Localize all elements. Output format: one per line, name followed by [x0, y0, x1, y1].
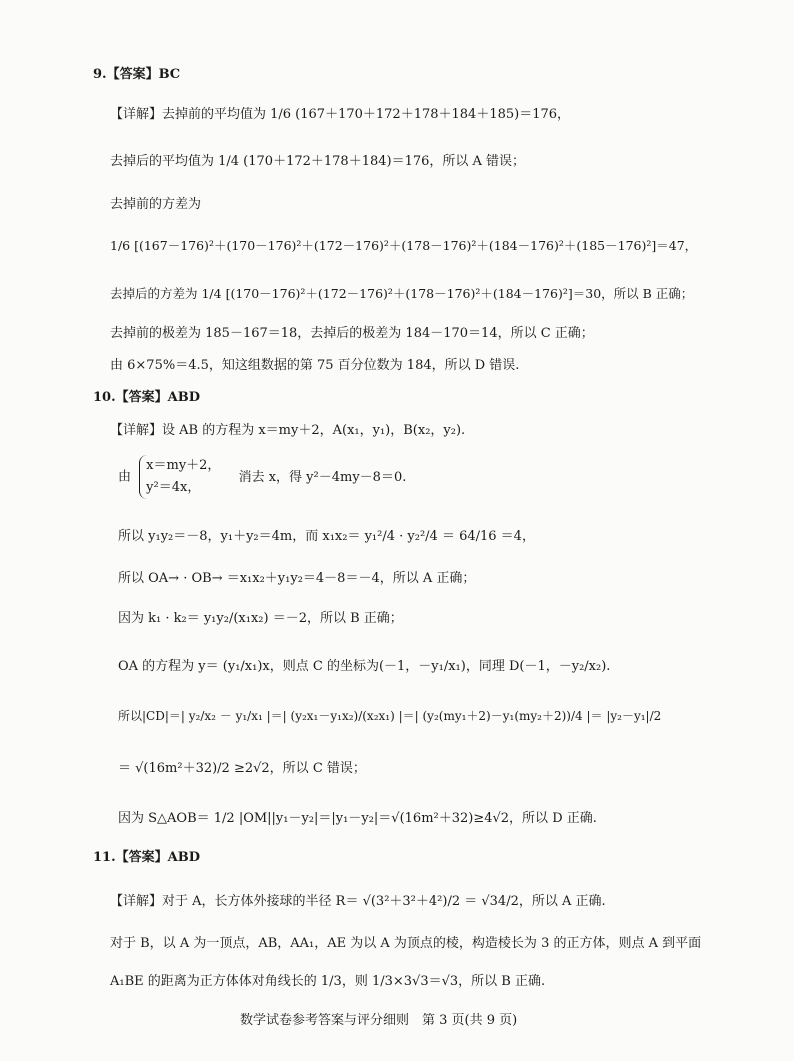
q9-line-7: 由 6×75%＝4.5，知这组数据的第 75 百分位数为 184，所以 D 错误. — [110, 358, 520, 373]
page-footer: 数学试卷参考答案与评分细则 第 3 页(共 9 页) — [240, 1013, 518, 1028]
q9-line-3: 去掉前的方差为 — [110, 197, 202, 212]
q11-line-2: 对于 B，以 A 为一顶点，AB，AA₁，AE 为以 A 为顶点的棱，构造棱长为 3 的正方体，则点 A 到平面 — [110, 936, 702, 951]
q10-system-tail: 消去 x，得 y²－4my－8＝0. — [238, 469, 407, 485]
q10-line-6: OA 的方程为 y＝ (y₁/x₁)x，则点 C 的坐标为(－1，－y₁/x₁)，同理 D(－1，－y₂/x₂). — [118, 659, 611, 674]
q10-line-9: 因为 S△AOB＝ 1/2 |OM||y₁－y₂|＝|y₁－y₂|＝√(16m²＋32)≥4√2，所以 D 正确. — [118, 811, 597, 826]
q9-title: 9.【答案】BC — [93, 67, 181, 82]
q10-title: 10.【答案】ABD — [93, 390, 200, 405]
system-eq-2: y²＝4x， — [146, 480, 201, 495]
q10-line-3: 所以 y₁y₂＝－8，y₁＋y₂＝4m，而 x₁x₂＝ y₁²/4 · y₂²/4 ＝ 64/16 ＝4， — [118, 529, 535, 544]
q9-line-1: 【详解】去掉前的平均值为 1/6 (167＋170＋172＋178＋184＋185)＝176， — [110, 107, 571, 122]
q10-system — [118, 455, 406, 499]
q11-line-3: A₁BE 的距离为正方体体对角线长的 1/3，则 1/3×3√3＝√3，所以 B 正确. — [110, 974, 546, 989]
q10-line-7: 所以|CD|＝| y₂/x₂ － y₁/x₁ |＝| (y₂x₁－y₁x₂)/(x₂x₁) |＝| (y₂(my₁＋2)－y₁(my₂＋2))/4 |＝ |y₂－y₁|/2 — [118, 709, 662, 723]
q10-line-8: ＝ √(16m²＋32)/2 ≥2√2，所以 C 错误； — [118, 761, 366, 776]
q9-line-2: 去掉后的平均值为 1/4 (170＋172＋178＋184)＝176，所以 A 错误； — [110, 154, 526, 169]
q10-line-4: 所以 OA→ · OB→ ＝x₁x₂＋y₁y₂＝4－8＝－4，所以 A 正确； — [118, 571, 476, 586]
q11-line-1: 【详解】对于 A，长方体外接球的半径 R＝ √(3²＋3²＋4²)/2 ＝ √34/2，所以 A 正确. — [110, 894, 606, 909]
q11-title: 11.【答案】ABD — [93, 850, 200, 865]
equation-system-brace — [139, 455, 220, 499]
system-eq-1: x＝my＋2， — [146, 458, 221, 473]
q10-system-prefix: 由 — [118, 469, 132, 485]
q10-line-5: 因为 k₁ · k₂＝ y₁y₂/(x₁x₂) ＝－2，所以 B 正确； — [118, 611, 403, 626]
q9-line-4: 1/6 [(167－176)²＋(170－176)²＋(172－176)²＋(178－176)²＋(184－176)²＋(185－176)²]＝47， — [110, 238, 698, 253]
q9-line-6: 去掉前的极差为 185－167＝18，去掉后的极差为 184－170＝14，所以 C 正确； — [110, 326, 594, 341]
q10-line-1: 【详解】设 AB 的方程为 x＝my＋2，A(x₁，y₁)，B(x₂，y₂). — [110, 423, 466, 438]
q9-line-5: 去掉后的方差为 1/4 [(170－176)²＋(172－176)²＋(178－176)²＋(184－176)²]＝30，所以 B 正确； — [110, 286, 694, 301]
